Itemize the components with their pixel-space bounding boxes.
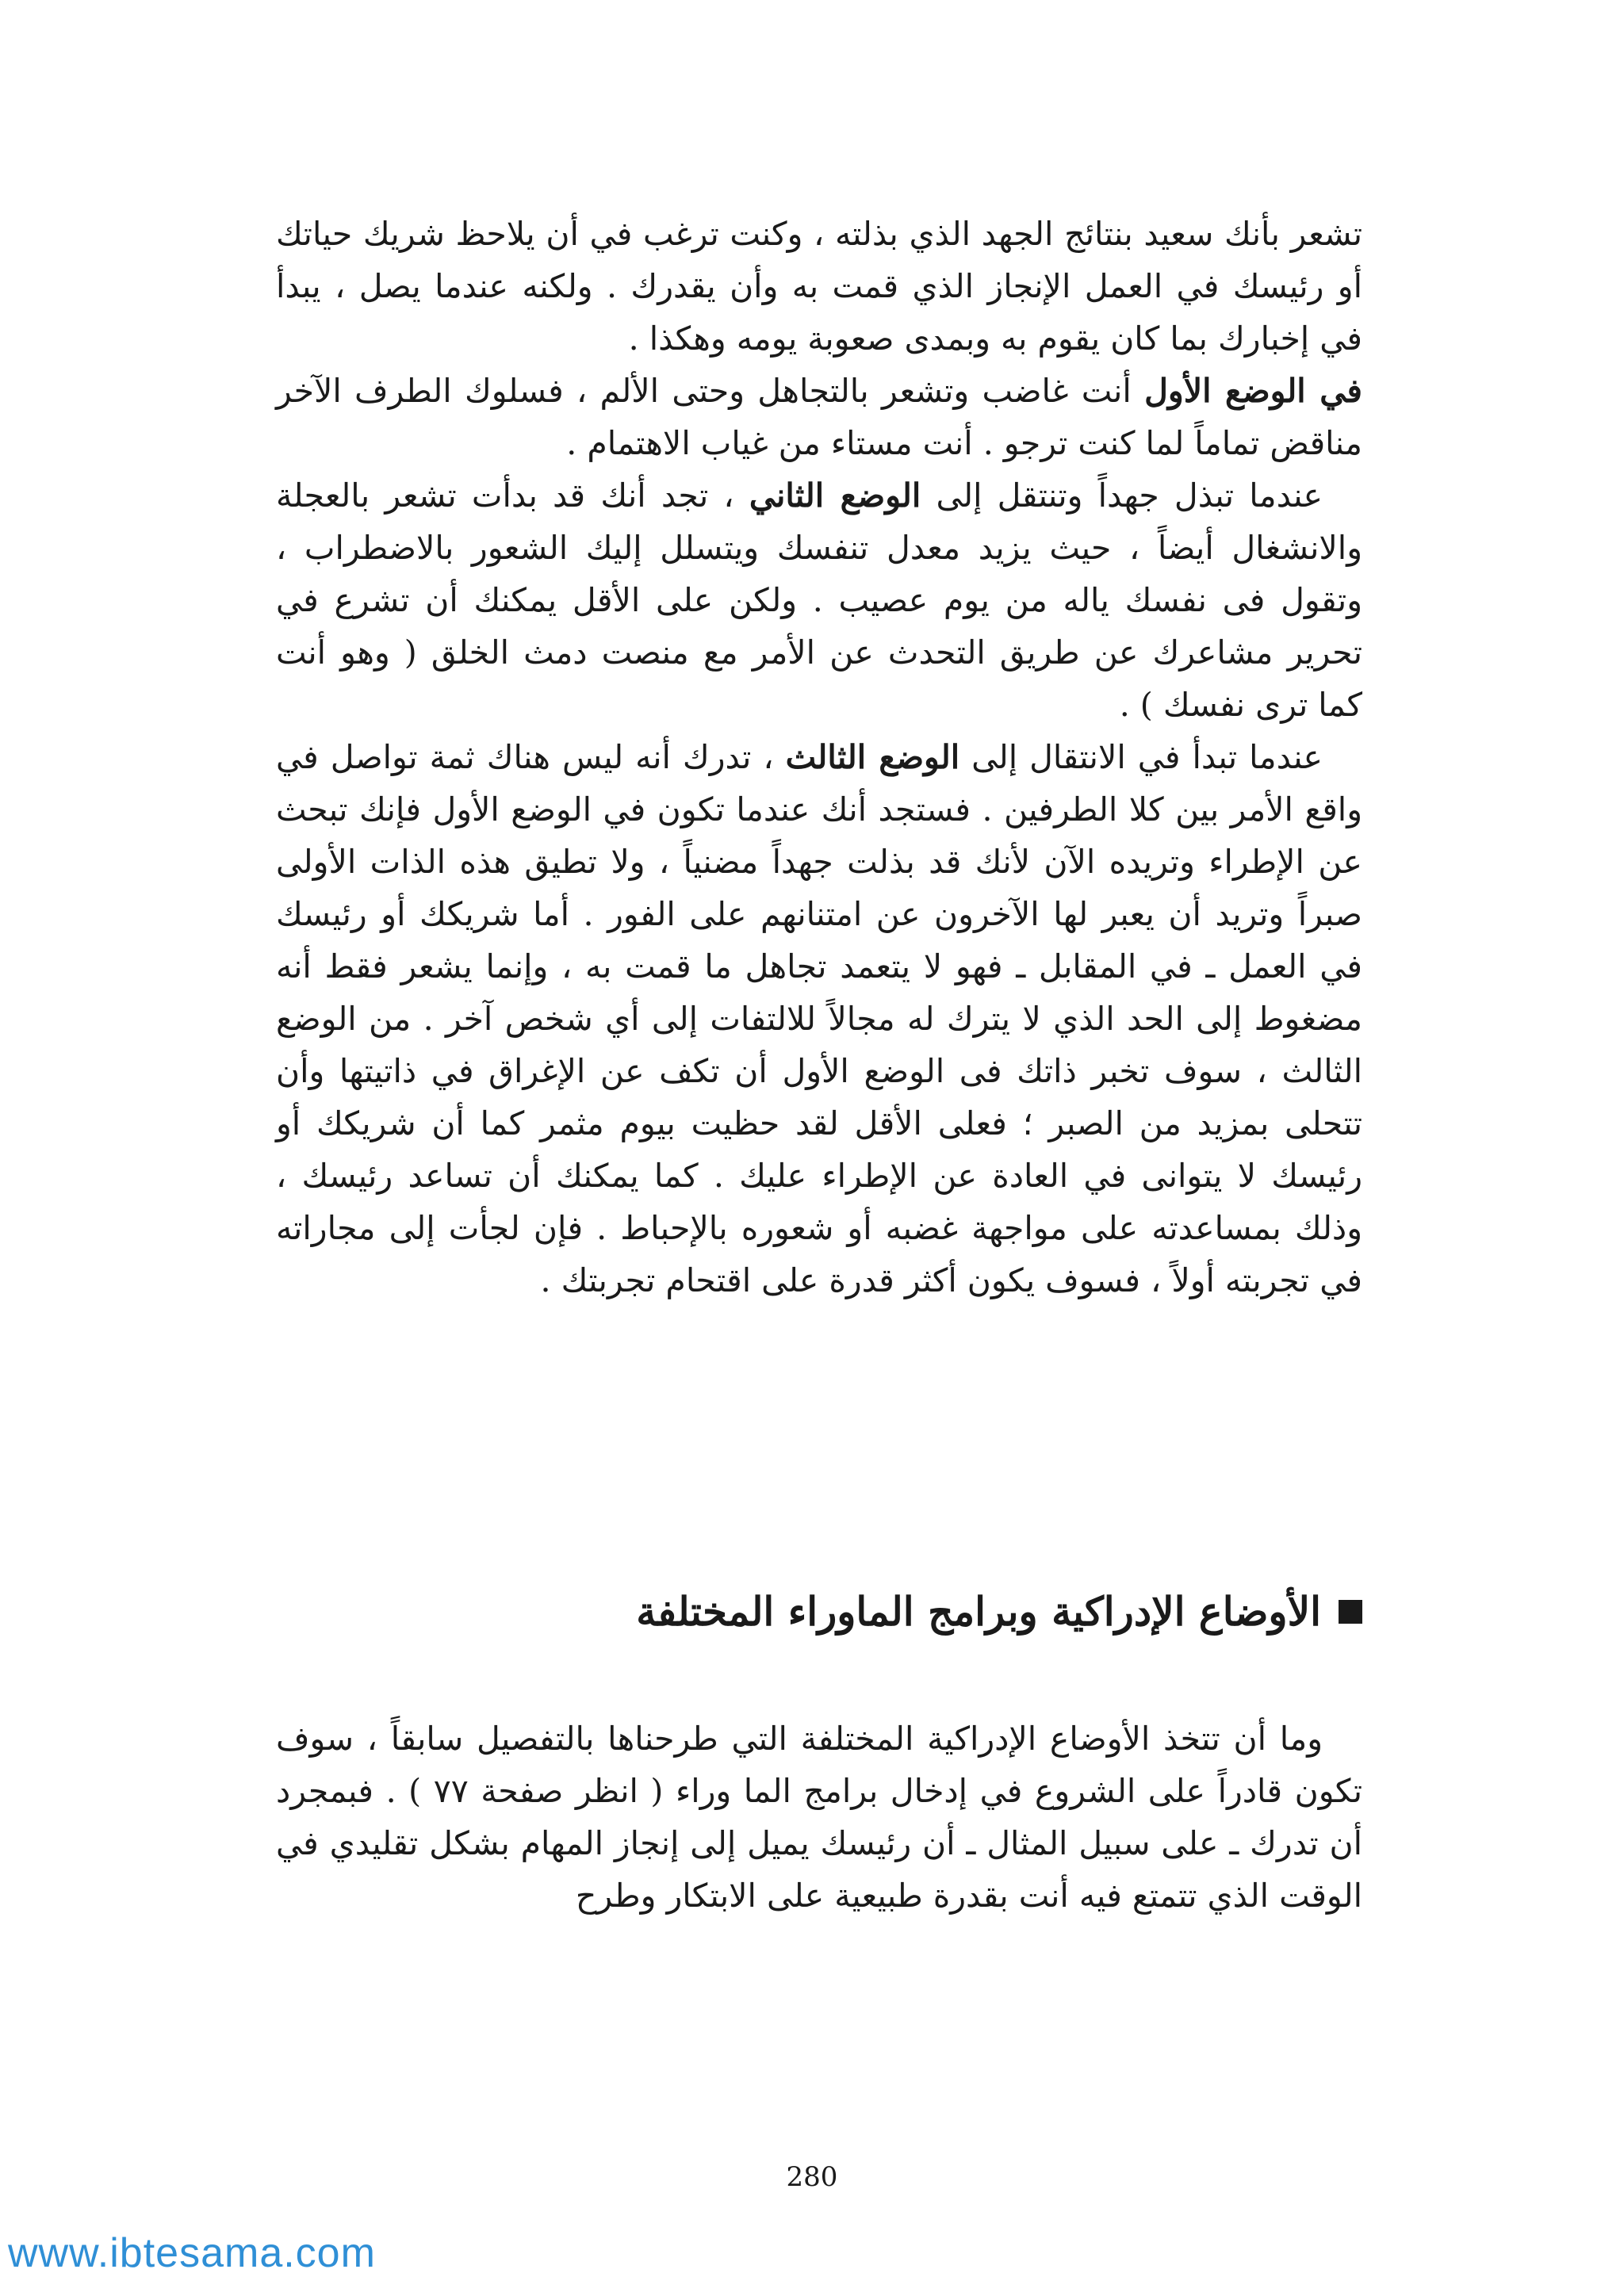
paragraph-third-position-start: عندما تبدأ في الانتقال إلى	[959, 738, 1323, 776]
paragraph-third-position-text: ، تدرك أنه ليس هناك ثمة تواصل في واقع الأمر بين كلا الطرفين . فستجد أنك عندما تكون في الوضع الأول فإنك تبحث عن الإطراء وتريده الآن لأنك قد بذلت جهداً مضنياً ، ولا تطيق هذه الذات الأولى صبراً وتريد أن يعبر لها الآخرون عن امتنانهم على الفور . أما شريكك أو رئيسك في العمل ـ في المقابل ـ فهو لا يتعمد تجاهل ما قمت به ، وإنما يشعر فقط أنه مضغوط إلى الحد الذي لا يترك له مجالاً للالتفات إلى أي شخص آخر . من الوضع الثالث ، سوف تخبر ذاتك فى الوضع الأول أن تكف عن الإغراق في ذاتيتها وأن تتحلى بمزيد من الصبر ؛ فعلى الأقل لقد حظيت بيوم مثمر كما أن شريكك أو رئيسك لا يتوانى في العادة عن الإطراء عليك . كما يمكنك أن تساعد رئيسك ، وذلك بمساعدته على مواجهة غضبه أو شعوره بالإحباط . فإن لجأت إلى مجاراته في تجربته أولاً ، فسوف يكون أكثر قدرة على اقتحام تجربتك .	[276, 738, 1362, 1299]
paragraph-first-position-text: أنت غاضب وتشعر بالتجاهل وحتى الألم ، فسلوك الطرف الآخر مناقض تماماً لما كنت ترجو . أنت مستاء من غياب الاهتمام .	[276, 372, 1362, 462]
paragraph-first-position	[276, 365, 1362, 469]
paragraph-intro	[276, 208, 1362, 365]
section-body-text	[276, 1712, 1362, 1922]
section-heading	[260, 1584, 1362, 1640]
paragraph-intro-text: تشعر بأنك سعيد بنتائج الجهد الذي بذلته ، وكنت ترغب في أن يلاحظ شريك حياتك أو رئيسك في العمل الإنجاز الذي قمت به وأن يقدرك . ولكنه عندما يصل ، يبدأ في إخبارك بما كان يقوم به وبمدى صعوبة يومه وهكذا .	[276, 215, 1362, 358]
paragraph-second-position-text: ، تجد أنك قد بدأت تشعر بالعجلة والانشغال أيضاً ، حيث يزيد معدل تنفسك ويتسلل إليك الشعور بالاضطراب ، وتقول فى نفسك ياله من يوم عصيب . ولكن على الأقل يمكنك أن تشرع في تحرير مشاعرك عن طريق التحدث عن الأمر مع منصت دمث الخلق ( وهو أنت كما ترى نفسك ) .	[276, 476, 1362, 724]
page-number: 280	[786, 2161, 838, 2193]
third-position-term: الوضع الثالث	[785, 738, 960, 776]
paragraph-third-position	[276, 731, 1362, 1307]
square-bullet-icon	[1339, 1600, 1362, 1624]
paragraph-second-position	[276, 469, 1362, 731]
paragraph-meta-programs	[276, 1712, 1362, 1922]
second-position-term: الوضع الثاني	[749, 476, 921, 515]
paragraph-meta-programs-text: وما أن تتخذ الأوضاع الإدراكية المختلفة التي طرحناها بالتفصيل سابقاً ، سوف تكون قادراً على الشروع في إدخال برامج الما وراء ( انظر صفحة ٧٧ ) . فبمجرد أن تدرك ـ على سبيل المثال ـ أن رئيسك يميل إلى إنجاز المهام بشكل تقليدي في الوقت الذي تتمتع فيه أنت بقدرة طبيعية على الابتكار وطرح	[276, 1720, 1362, 1915]
paragraph-second-position-start: عندما تبذل جهداً وتنتقل إلى	[921, 476, 1323, 515]
watermark-link[interactable]: www.ibtesama.com	[8, 2230, 376, 2276]
section-heading-text: الأوضاع الإدراكية وبرامج الماوراء المختلفة	[636, 1588, 1321, 1635]
first-position-term: في الوضع الأول	[1144, 372, 1362, 410]
body-text	[276, 208, 1362, 1307]
